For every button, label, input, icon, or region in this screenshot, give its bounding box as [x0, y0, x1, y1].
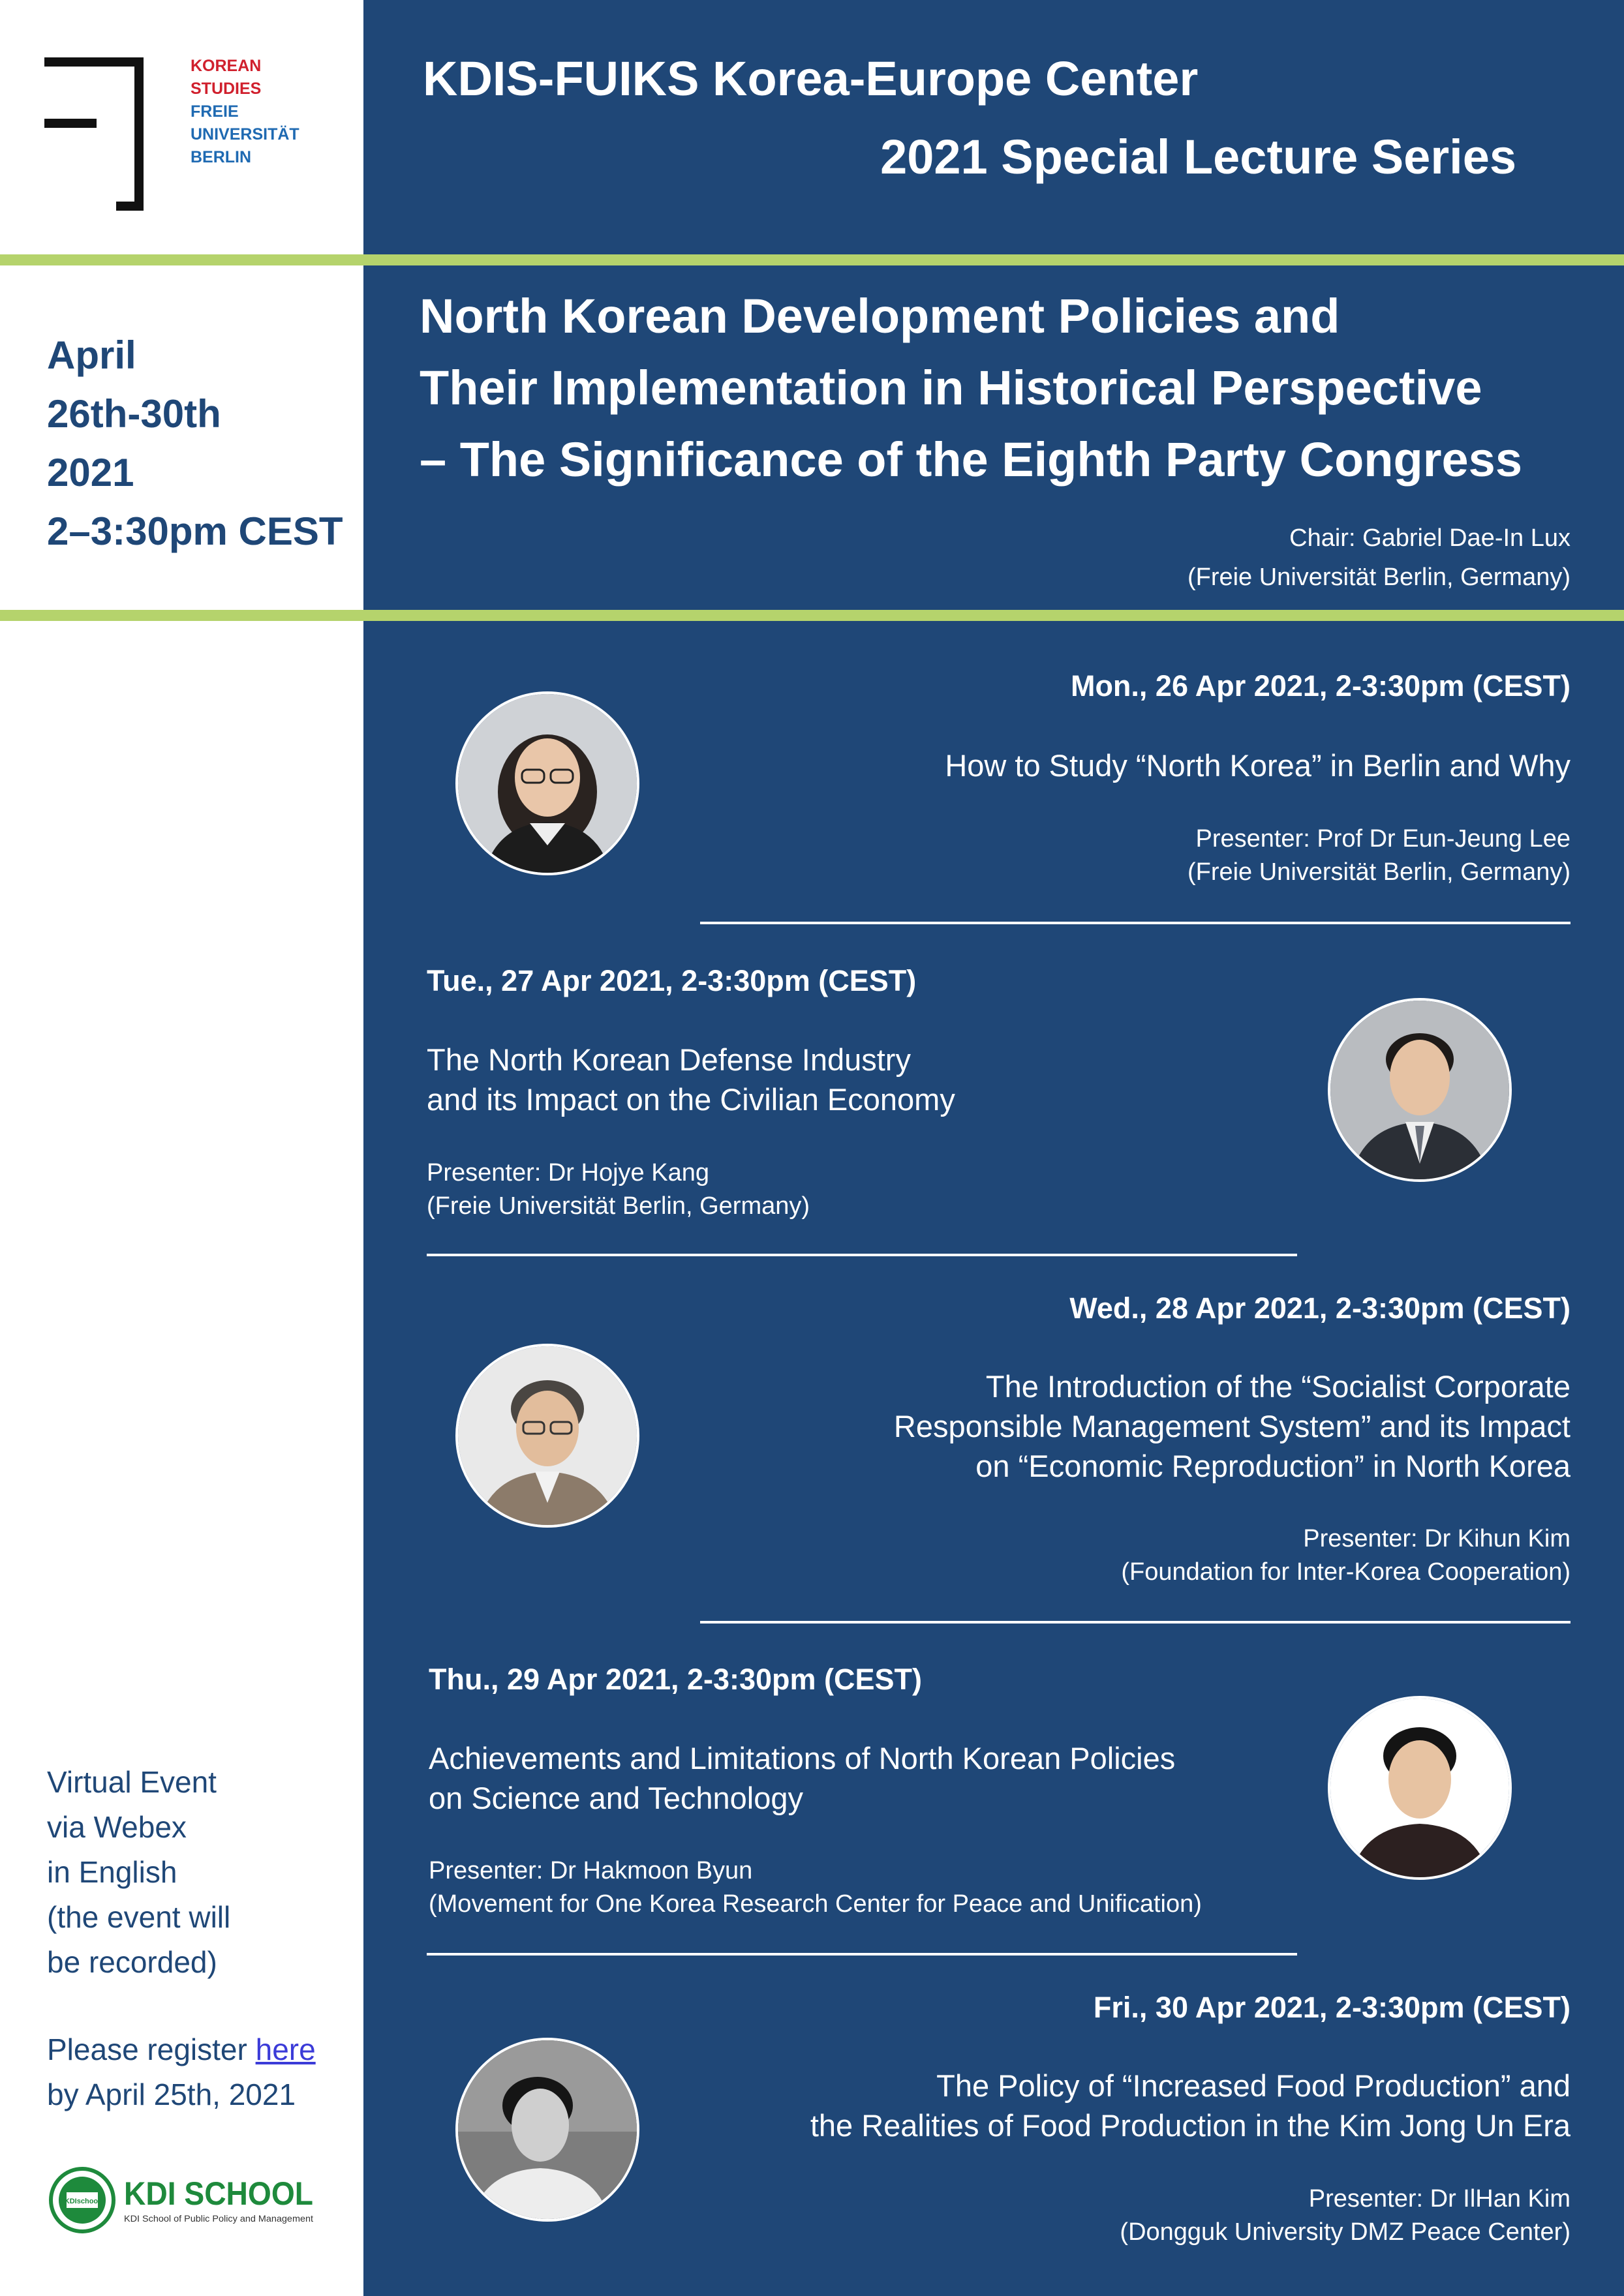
- session-1-presenter-photo: [455, 691, 639, 875]
- date-time: 2–3:30pm CEST: [47, 509, 343, 553]
- session-2-date: Tue., 27 Apr 2021, 2-3:30pm (CEST): [427, 964, 917, 997]
- series-title: [420, 280, 1594, 496]
- virtual-event-info: [47, 1760, 354, 1985]
- green-divider-band-bottom: [0, 610, 1624, 621]
- session-2-divider: [427, 1254, 1297, 1256]
- event-info-line-2: via Webex: [47, 1810, 187, 1844]
- logo-line-studies: STUDIES: [191, 80, 262, 98]
- logo-line-freie: FREIE: [191, 102, 239, 121]
- logo-line-universitaet: UNIVERSITÄT: [191, 125, 299, 144]
- session-5-presenter-photo: [455, 2038, 639, 2222]
- session-3-presenter-photo: [455, 1344, 639, 1528]
- session-1-topic: How to Study “North Korea” in Berlin and Why: [945, 748, 1570, 783]
- title-line-1: North Korean Development Policies and: [420, 289, 1340, 343]
- kdi-school-logo: [47, 2164, 321, 2236]
- session-3-presenter: Presenter: Dr Kihun Kim: [1303, 1525, 1570, 1552]
- title-line-3: – The Significance of the Eighth Party Congress: [420, 432, 1522, 487]
- header-series-name: 2021 Special Lecture Series: [880, 130, 1516, 184]
- session-2-presenter: Presenter: Dr Hojye Kang: [427, 1159, 709, 1186]
- date-month: April: [47, 333, 136, 377]
- session-3-topic-line-2: Responsible Management System” and its Impact: [893, 1409, 1570, 1443]
- session-4-presenter: Presenter: Dr Hakmoon Byun: [429, 1857, 753, 1884]
- session-5-presenter: Presenter: Dr IlHan Kim: [1308, 2185, 1570, 2213]
- session-3-date: Wed., 28 Apr 2021, 2-3:30pm (CEST): [1069, 1292, 1570, 1325]
- event-info-line-1: Virtual Event: [47, 1765, 217, 1799]
- session-2-topic-line-1: The North Korean Defense Industry: [427, 1042, 911, 1077]
- green-divider-band-top: [0, 254, 1624, 265]
- chair-affiliation: (Freie Universität Berlin, Germany): [1187, 564, 1570, 591]
- session-2-affiliation: (Freie Universität Berlin, Germany): [427, 1192, 810, 1220]
- session-4-affiliation: (Movement for One Korea Research Center for Peace and Unification): [429, 1890, 1202, 1918]
- session-1-date: Mon., 26 Apr 2021, 2-3:30pm (CEST): [1070, 669, 1570, 702]
- session-4-divider: [427, 1953, 1297, 1956]
- session-4-topic-line-2: on Science and Technology: [429, 1781, 804, 1815]
- register-prefix: Please register: [47, 2032, 256, 2066]
- session-3-divider: [700, 1621, 1570, 1624]
- event-info-line-4: (the event will: [47, 1900, 231, 1934]
- header-center-name: KDIS-FUIKS Korea-Europe Center: [423, 52, 1199, 106]
- date-year: 2021: [47, 451, 134, 494]
- session-2-presenter-photo: [1328, 998, 1512, 1182]
- kdi-school-name: KDI SCHOOL: [124, 2175, 313, 2212]
- title-line-2: Their Implementation in Historical Perspective: [420, 361, 1482, 415]
- session-5-topic-line-2: the Realities of Food Production in the Kim Jong Un Era: [810, 2108, 1570, 2143]
- registration-info: [47, 2027, 354, 2117]
- session-4-topic-line-1: Achievements and Limitations of North Korean Policies: [429, 1741, 1176, 1775]
- register-line-1: [47, 2027, 354, 2072]
- session-5-topic-line-1: The Policy of “Increased Food Production” and: [936, 2068, 1570, 2103]
- session-5-date: Fri., 30 Apr 2021, 2-3:30pm (CEST): [1093, 1991, 1570, 2024]
- session-1-divider: [700, 922, 1570, 924]
- register-here-link[interactable]: here: [255, 2032, 316, 2066]
- fu-korean-studies-logo-text: [191, 55, 347, 169]
- chair-name: Chair: Gabriel Dae-In Lux: [1289, 524, 1570, 552]
- register-deadline: by April 25th, 2021: [47, 2077, 296, 2111]
- kdi-emblem-text: KDIschool: [64, 2198, 100, 2205]
- kdi-school-subtitle: KDI School of Public Policy and Management: [124, 2213, 314, 2224]
- session-1-affiliation: (Freie Universität Berlin, Germany): [1187, 858, 1570, 886]
- fu-korean-studies-logo-mark: [44, 57, 149, 211]
- session-4-date: Thu., 29 Apr 2021, 2-3:30pm (CEST): [429, 1663, 923, 1696]
- session-3-topic-line-1: The Introduction of the “Socialist Corporate: [985, 1369, 1570, 1404]
- date-days: 26th-30th: [47, 392, 221, 436]
- session-3-topic-line-3: on “Economic Reproduction” in North Korea: [975, 1449, 1570, 1483]
- event-info-line-5: be recorded): [47, 1945, 217, 1979]
- session-3-affiliation: (Foundation for Inter-Korea Cooperation): [1121, 1558, 1570, 1586]
- logo-line-berlin: BERLIN: [191, 148, 252, 166]
- event-info-line-3: in English: [47, 1855, 177, 1889]
- session-4-presenter-photo: [1328, 1696, 1512, 1880]
- session-1-presenter: Presenter: Prof Dr Eun-Jeung Lee: [1195, 825, 1570, 853]
- logo-line-korean: KOREAN: [191, 57, 262, 75]
- session-2-topic-line-2: and its Impact on the Civilian Economy: [427, 1082, 955, 1117]
- session-5-affiliation: (Dongguk University DMZ Peace Center): [1120, 2218, 1570, 2246]
- event-dates: [47, 326, 354, 561]
